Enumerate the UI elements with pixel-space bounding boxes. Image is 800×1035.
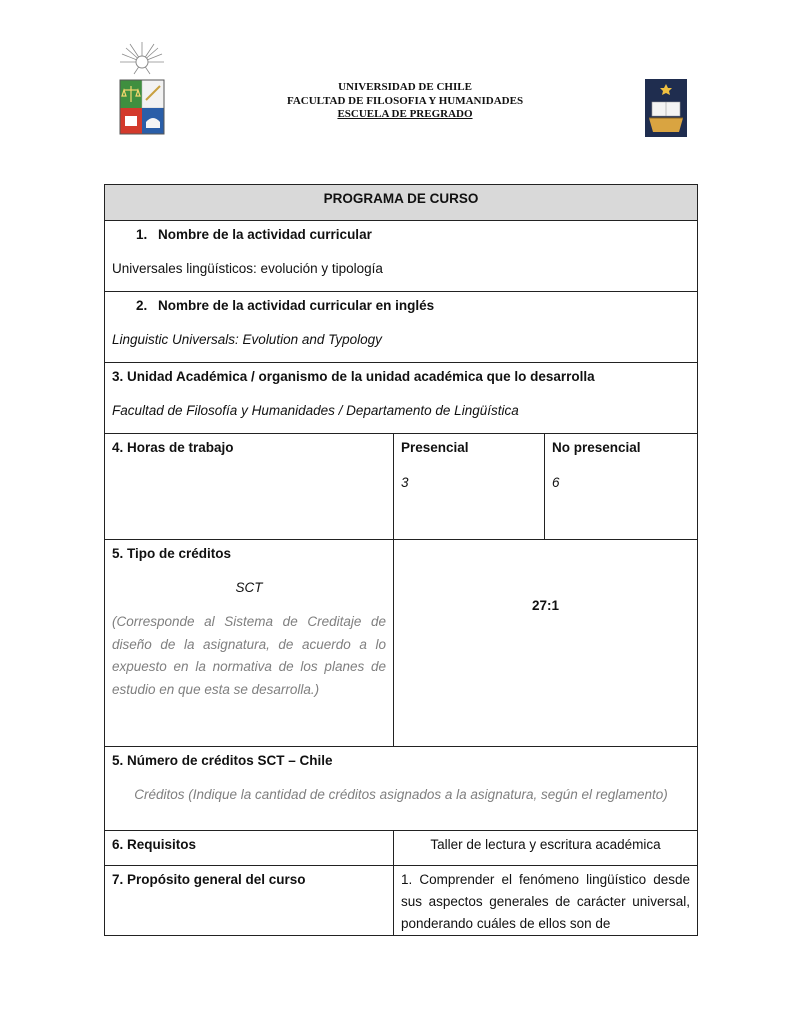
section-1-heading: 1. Nombre de la actividad curricular <box>136 227 372 242</box>
course-purpose-value: 1. Comprender el fenómeno lingüístico desde sus aspectos generales de carácter universal, ponderando cuáles de ellos son de <box>401 872 691 931</box>
section-3-heading: 3. Unidad Académica / organismo de la unidad académica que lo desarrolla <box>112 369 595 384</box>
credit-number-note: Créditos (Indique la cantidad de créditos asignados a la asignatura, según el reglamento) <box>134 787 668 802</box>
section-requirements <box>105 831 698 866</box>
section-credit-number <box>105 747 698 831</box>
faculty-emblem-icon <box>644 78 688 138</box>
no-presencial-value: 6 <box>552 475 560 490</box>
section-course-purpose <box>105 866 698 936</box>
credit-type-value: SCT <box>235 580 263 595</box>
faculty-name: FACULTAD DE FILOSOFIA Y HUMANIDADES <box>286 94 524 107</box>
section-course-name-english <box>105 292 698 363</box>
section-credit-type <box>105 540 698 747</box>
course-name-value: Universales lingüísticos: evolución y tipología <box>112 261 383 276</box>
academic-unit-value: Facultad de Filosofía y Humanidades / Departamento de Lingüística <box>112 403 519 418</box>
credit-ratio-value: 27:1 <box>532 598 560 613</box>
no-presencial-label: No presencial <box>552 440 641 455</box>
section-5b-heading: 5. Número de créditos SCT – Chile <box>112 753 333 768</box>
school-name: ESCUELA DE PREGRADO <box>337 108 473 120</box>
table-title: PROGRAMA DE CURSO <box>105 185 698 221</box>
university-crest-icon <box>116 42 168 138</box>
course-program-table <box>104 184 698 936</box>
course-name-english-value: Linguistic Universals: Evolution and Typology <box>112 332 382 347</box>
page-header <box>0 0 800 160</box>
section-7-heading: 7. Propósito general del curso <box>112 872 306 887</box>
institution-heading <box>220 81 590 122</box>
requirements-value: Taller de lectura y escritura académica <box>430 837 661 852</box>
section-6-heading: 6. Requisitos <box>112 837 197 852</box>
section-academic-unit <box>105 363 698 434</box>
credit-type-note: (Corresponde al Sistema de Creditaje de diseño de la asignatura, de acuerdo a lo expuesto en la normativa de los planes de estudio en que esta se desarrolla.) <box>112 614 386 697</box>
section-course-name <box>105 221 698 292</box>
section-5-heading: 5. Tipo de créditos <box>112 546 232 561</box>
section-4-heading: 4. Horas de trabajo <box>112 440 234 455</box>
university-name: UNIVERSIDAD DE CHILE <box>338 81 472 93</box>
section-work-hours <box>105 434 698 540</box>
presencial-label: Presencial <box>401 440 469 455</box>
presencial-value: 3 <box>401 475 409 490</box>
section-2-heading: 2. Nombre de la actividad curricular en inglés <box>136 298 435 313</box>
